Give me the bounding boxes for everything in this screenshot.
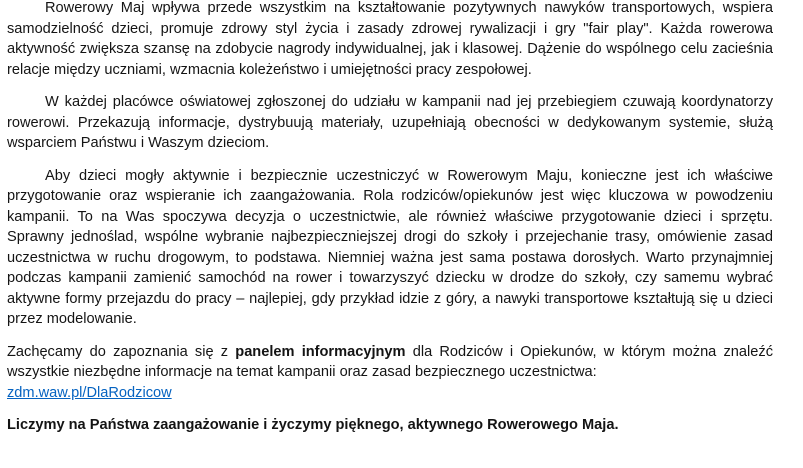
invite-text-before: Zachęcamy do zapoznania się z (7, 343, 236, 360)
paragraph-invite (7, 342, 773, 404)
closing-sentence: Liczymy na Państwa zaangażowanie i życzymy pięknego, aktywnego Rowerowego Maja. (7, 417, 619, 433)
paragraph-benefits: Rowerowy Maj wpływa przede wszystkim na kształtowanie pozytywnych nawyków transportowych, wspiera samodzielność dzieci, promuje zdrowy styl życia i zasady zdrowej rywalizacji i gry "fair play". Każda rowerowa aktywność zwiększa szansę na zdobycie nagrody indywidualnej, jak i klasowej. Dążenie do wspólnego celu zacieśnia relacje między uczniami, wzmacnia koleżeństwo i umiejętności pracy zespołowej. (7, 0, 773, 78)
paragraph-parents-role: Aby dzieci mogły aktywnie i bezpiecznie uczestniczyć w Rowerowym Maju, konieczne jest ich właściwe przygotowanie oraz wspieranie ich zaangażowania. Rola rodziców/opiekunów jest więc kluczowa w powodzeniu kampanii. To na Was spoczywa decyzja o uczestnictwie, ale również właściwe przygotowanie dzieci i sprzętu. Sprawny jednoślad, wspólne wybranie najbezpieczniejszej drogi do szkoły i przejechanie trasy, omówienie zasad uczestnictwa w ruchu drogowym, to podstawa. Niemniej ważna jest sama postawa dorosłych. Warto przynajmniej podczas kampanii zamienić samochód na rower i towarzyszyć dziecku w drodze do szkoły, czy samemu wybrać aktywne formy przejazdu do pracy – najlepiej, gdy przykład idzie z góry, a nawyki transportowe kształtują się u dzieci przez modelowanie. (7, 167, 773, 327)
parents-panel-link[interactable]: zdm.waw.pl/DlaRodzicow (7, 384, 172, 401)
invite-text-after: dla Rodziców i Opiekunów, w którym można znaleźć wszystkie niezbędne informacje na temat kampanii oraz zasad bezpiecznego uczestnictwa: (7, 343, 773, 380)
document-body (7, 0, 773, 436)
invite-bold-panel: panelem informacyjnym (235, 343, 406, 360)
paragraph-coordinators: W każdej placówce oświatowej zgłoszonej do udziału w kampanii nad jej przebiegiem czuwają koordynatorzy rowerowi. Przekazują informacje, dystrybuują materiały, uzupełniają obecności w dedykowanym systemie, służą wsparciem Państwu i Waszym dzieciom. (7, 94, 773, 151)
